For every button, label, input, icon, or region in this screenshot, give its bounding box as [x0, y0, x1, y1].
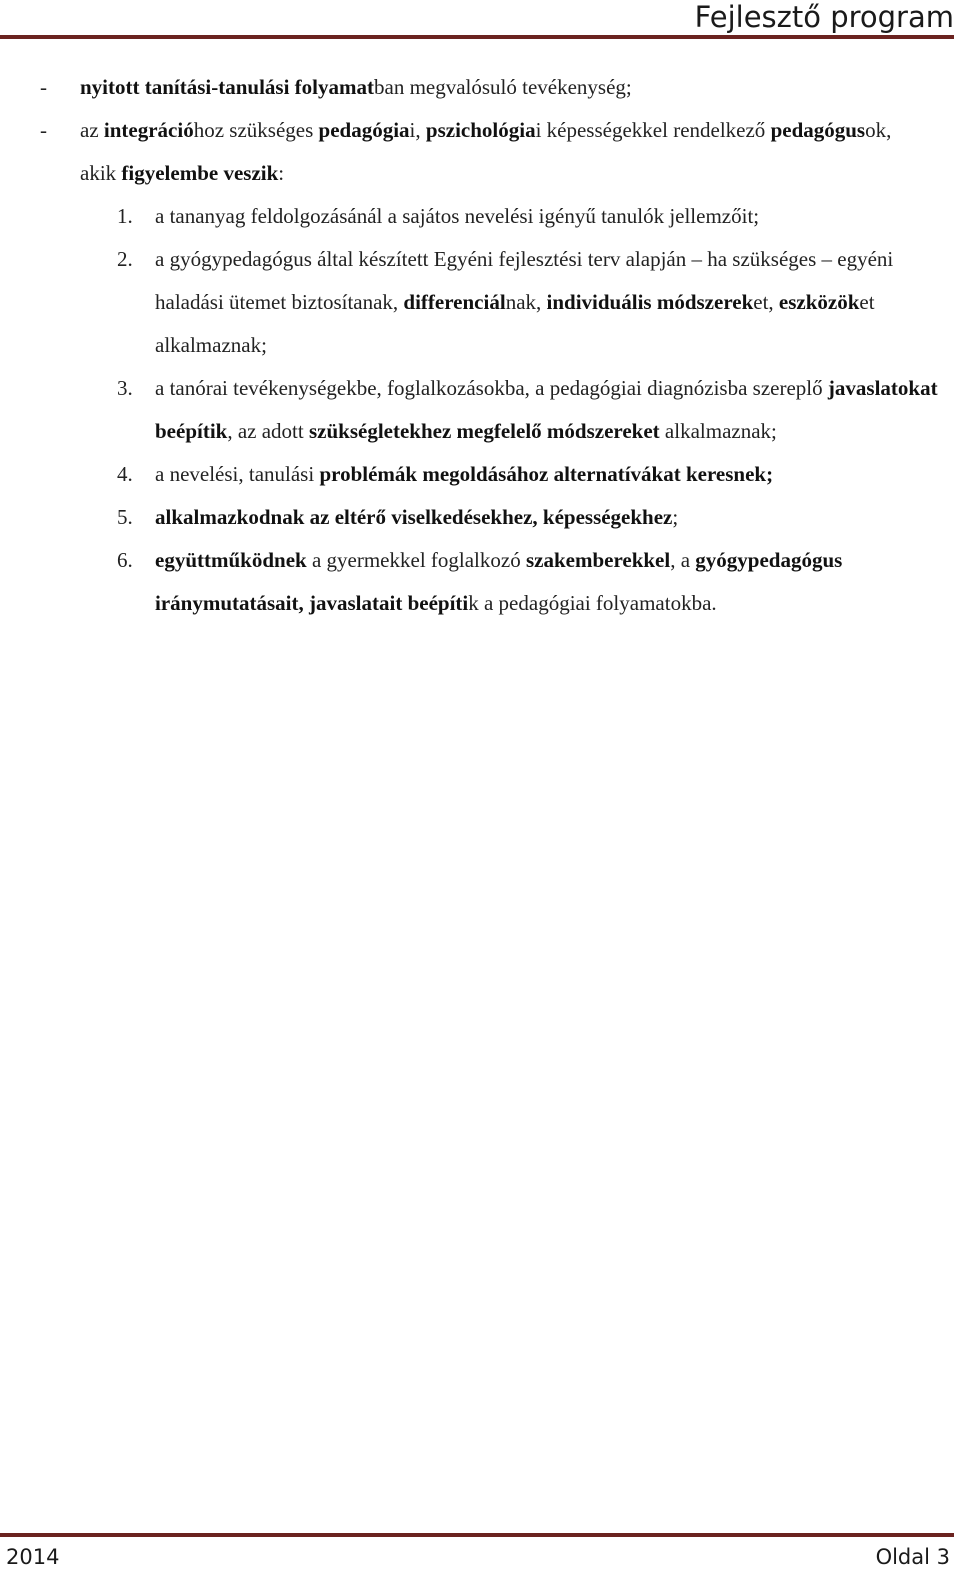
item-text — [155, 195, 946, 238]
bold-text-segment: szakemberekkel — [525, 548, 671, 572]
item-number: 5. — [117, 505, 133, 529]
bold-text-segment: nyitott tanítási-tanulási folyamat — [80, 75, 374, 99]
text-segment: hoz szükséges — [193, 118, 319, 142]
bullet-item — [0, 66, 960, 109]
bold-text-segment: problémák megoldásához alternatívákat keresnek; — [319, 462, 774, 486]
bullet-text — [80, 109, 930, 195]
numbered-item — [0, 238, 960, 367]
text-segment: a tananyag feldolgozásánál a sajátos nevelési igényű tanulók jellemzőit; — [155, 204, 760, 228]
numbered-item — [0, 453, 960, 496]
bold-text-segment: szükségletekhez megfelelő módszereket — [308, 419, 660, 443]
text-segment: et alkalmaznak; — [155, 290, 875, 357]
numbered-item — [0, 496, 960, 539]
numbered-item — [0, 195, 960, 238]
footer-page-number: Oldal 3 — [875, 1545, 950, 1569]
bold-text-segment: alkalmazkodnak az eltérő viselkedésekhez, képességekhez — [155, 505, 673, 529]
item-number: 1. — [117, 204, 133, 228]
document-body — [0, 66, 960, 625]
bullet-item — [0, 109, 960, 195]
text-segment: a gyermekkel foglalkozó — [306, 548, 526, 572]
item-text — [155, 367, 946, 453]
text-segment: ; — [672, 505, 679, 529]
bold-text-segment: integráció — [103, 118, 194, 142]
item-number: 4. — [117, 462, 133, 486]
bold-text-segment: együttműködnek — [155, 548, 307, 572]
text-segment: i, — [409, 118, 426, 142]
numbered-item — [0, 539, 960, 625]
item-number: 6. — [117, 548, 133, 572]
numbered-item — [0, 367, 960, 453]
text-segment: ban megvalósuló tevékenység; — [374, 75, 632, 99]
footer-divider — [0, 1533, 954, 1537]
page-header-title: Fejlesztő program — [694, 0, 954, 34]
bold-text-segment: figyelembe veszik — [121, 161, 279, 185]
text-segment: , a — [670, 548, 696, 572]
text-segment: ok, akik — [80, 118, 892, 185]
text-segment: alkalmaznak; — [659, 419, 777, 443]
text-segment: , az adott — [227, 419, 309, 443]
text-segment: i képességekkel rendelkező — [535, 118, 771, 142]
item-text — [155, 238, 946, 367]
bold-text-segment: pedagógus — [770, 118, 866, 142]
text-segment: az — [80, 118, 104, 142]
footer-year: 2014 — [6, 1545, 60, 1569]
bold-text-segment: javaslatokat beépítik — [155, 376, 938, 443]
bullet-marker: - — [40, 118, 47, 142]
bold-text-segment: individuális módszerek — [546, 290, 754, 314]
item-text — [155, 496, 946, 539]
bold-text-segment: gyógypedagógus iránymutatásait, javaslatait beépíti — [155, 548, 843, 615]
text-segment: a tanórai tevékenységekbe, foglalkozásokba, a pedagógiai diagnózisba szereplő — [155, 376, 828, 400]
bold-text-segment: eszközök — [778, 290, 860, 314]
bold-text-segment: pedagógia — [318, 118, 410, 142]
item-text — [155, 453, 946, 496]
text-segment: nak, — [505, 290, 547, 314]
bullet-text — [80, 66, 930, 109]
bullet-marker: - — [40, 75, 47, 99]
bold-text-segment: differenciál — [403, 290, 506, 314]
item-number: 2. — [117, 247, 133, 271]
text-segment: : — [278, 161, 285, 185]
header-divider — [0, 35, 954, 39]
text-segment: a gyógypedagógus által készített Egyéni fejlesztési terv alapján – ha szükséges – egyéni haladási ütemet biztosítanak, — [155, 247, 894, 314]
text-segment: et, — [753, 290, 779, 314]
bold-text-segment: pszichológia — [425, 118, 536, 142]
text-segment: k a pedagógiai folyamatokba. — [468, 591, 717, 615]
item-number: 3. — [117, 376, 133, 400]
text-segment: a nevelési, tanulási — [155, 462, 320, 486]
item-text — [155, 539, 946, 625]
